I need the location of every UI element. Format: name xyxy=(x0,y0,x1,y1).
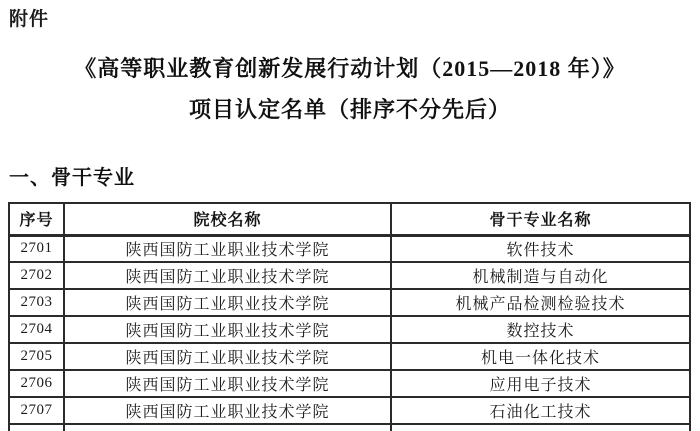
cell-major: 数控技术 xyxy=(391,316,690,343)
table-row xyxy=(9,316,690,343)
cell-serial: 2706 xyxy=(9,370,64,397)
table-header-row xyxy=(9,203,690,235)
cell-major xyxy=(391,424,690,431)
table-row xyxy=(9,235,690,262)
table-row xyxy=(9,397,690,424)
cell-school: 陕西国防工业职业技术学院 xyxy=(64,370,391,397)
cell-serial: 2704 xyxy=(9,316,64,343)
cell-school: 陕西国防工业职业技术学院 xyxy=(64,235,391,262)
cell-major: 应用电子技术 xyxy=(391,370,690,397)
cell-school xyxy=(64,424,391,431)
document-title-line-1: 《高等职业教育创新发展行动计划（2015—2018 年）》 xyxy=(74,56,626,81)
table-row xyxy=(9,343,690,370)
attachment-label: 附件 xyxy=(9,9,50,30)
cell-school: 陕西国防工业职业技术学院 xyxy=(64,343,391,370)
document-title xyxy=(0,48,700,130)
cell-serial xyxy=(9,424,64,431)
header-cell-school: 院校名称 xyxy=(64,203,391,235)
table-row xyxy=(9,370,690,397)
cell-serial: 2702 xyxy=(9,262,64,289)
cell-school: 陕西国防工业职业技术学院 xyxy=(64,397,391,424)
header-cell-serial: 序号 xyxy=(9,203,64,235)
cell-serial: 2705 xyxy=(9,343,64,370)
cell-major: 机电一体化技术 xyxy=(391,343,690,370)
cell-school: 陕西国防工业职业技术学院 xyxy=(64,262,391,289)
cell-school: 陕西国防工业职业技术学院 xyxy=(64,316,391,343)
table-row-partial xyxy=(9,424,690,431)
cell-serial: 2707 xyxy=(9,397,64,424)
table-row xyxy=(9,289,690,316)
cell-school: 陕西国防工业职业技术学院 xyxy=(64,289,391,316)
cell-serial: 2703 xyxy=(9,289,64,316)
section-heading: 一、骨干专业 xyxy=(9,167,135,189)
cell-major: 机械产品检测检验技术 xyxy=(391,289,690,316)
cell-major: 石油化工技术 xyxy=(391,397,690,424)
document-title-line-2: 项目认定名单（排序不分先后） xyxy=(188,97,511,122)
cell-major: 机械制造与自动化 xyxy=(391,262,690,289)
backbone-majors-table xyxy=(8,202,691,431)
cell-serial: 2701 xyxy=(9,235,64,262)
table-row xyxy=(9,262,690,289)
cell-major: 软件技术 xyxy=(391,235,690,262)
header-cell-major: 骨干专业名称 xyxy=(391,203,690,235)
